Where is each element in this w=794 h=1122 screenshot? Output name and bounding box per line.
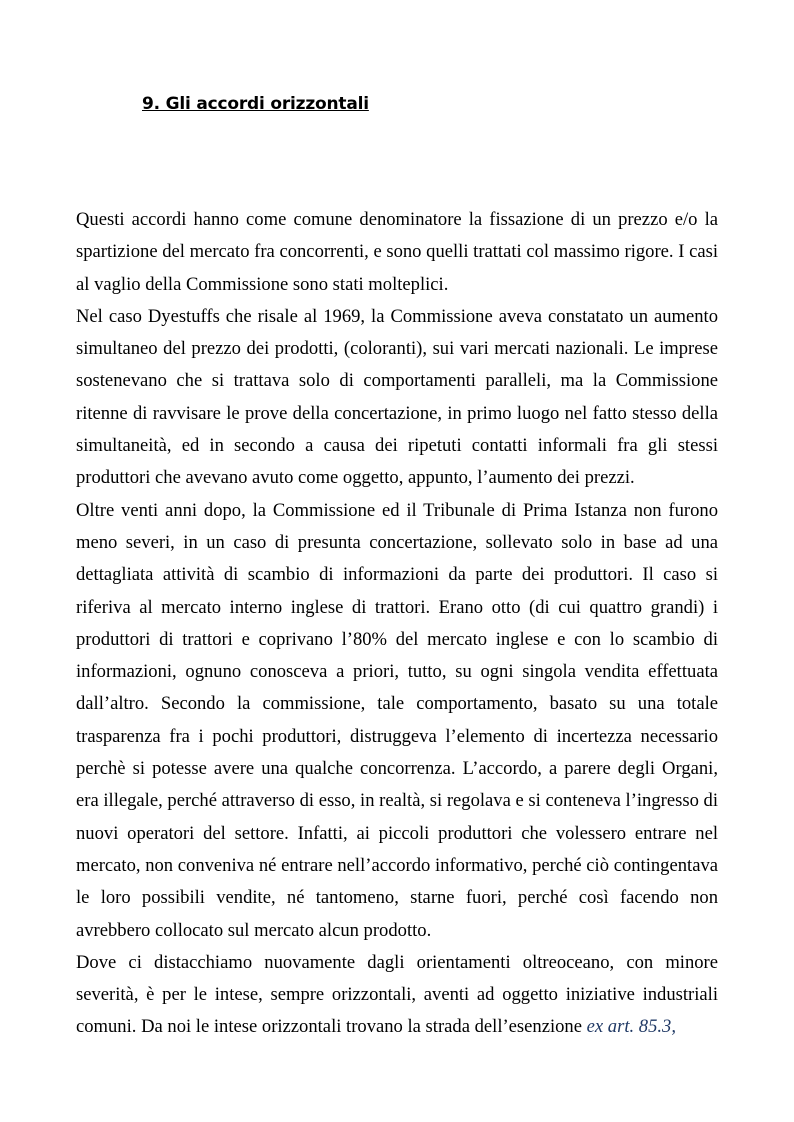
italic-reference: ex art. 85.3, [586,1016,676,1038]
body-text [76,204,718,1044]
paragraph-text: Dove ci distacchiamo nuovamente dagli orientamenti oltreoceano, con minore severità, è per le intese, sempre orizzontali, aventi ad oggetto iniziative industriali comuni. Da noi le intese orizzontali trovano la strada dell’esenzione [76,951,718,1038]
paragraph: Nel caso Dyestuffs che risale al 1969, la Commissione aveva constatato un aumento simultaneo del prezzo dei prodotti, (coloranti), sui vari mercati nazionali. Le imprese sostenevano che si trattava solo di comportamenti paralleli, ma la Commissione ritenne di ravvisare le prove della concertazione, in primo luogo nel fatto stesso della simultaneità, ed in secondo a causa dei ripetuti contatti informali fra gli stessi produttori che avevano avuto come oggetto, appunto, l’aumento dei prezzi. [76,305,718,489]
section-heading: 9. Gli accordi orizzontali [142,94,369,114]
paragraph: Oltre venti anni dopo, la Commissione ed il Tribunale di Prima Istanza non furono meno severi, in un caso di presunta concertazione, sollevato solo in base ad una dettagliata attività di scambio di informazioni da parte dei produttori. Il caso si riferiva al mercato interno inglese di trattori. Erano otto (di cui quattro grandi) i produttori di trattori e coprivano l’80% del mercato inglese e con lo scambio di informazioni, ognuno conosceva a priori, tutto, su ogni singola vendita effettuata dall’altro. Secondo la commissione, tale comportamento, basato su una totale trasparenza fra i pochi produttori, distruggeva l’elemento di incertezza necessario perchè si potesse avere una qualche concorrenza. L’accordo, a parere degli Organi, era illegale, perché attraverso di esso, in realtà, si regolava e si conteneva l’ingresso di nuovi operatori del settore. Infatti, ai piccoli produttori che volessero entrare nel mercato, non conveniva né entrare nell’accordo informativo, perché ciò contingentava le loro possibili vendite, né tantomeno, starne fuori, perché così facendo non avrebbero collocato sul mercato alcun prodotto. [76,499,718,941]
paragraph: Questi accordi hanno come comune denominatore la fissazione di un prezzo e/o la spartizione del mercato fra concorrenti, e sono quelli trattati col massimo rigore. I casi al vaglio della Commissione sono stati molteplici. [76,209,718,295]
paragraph [76,947,718,1044]
